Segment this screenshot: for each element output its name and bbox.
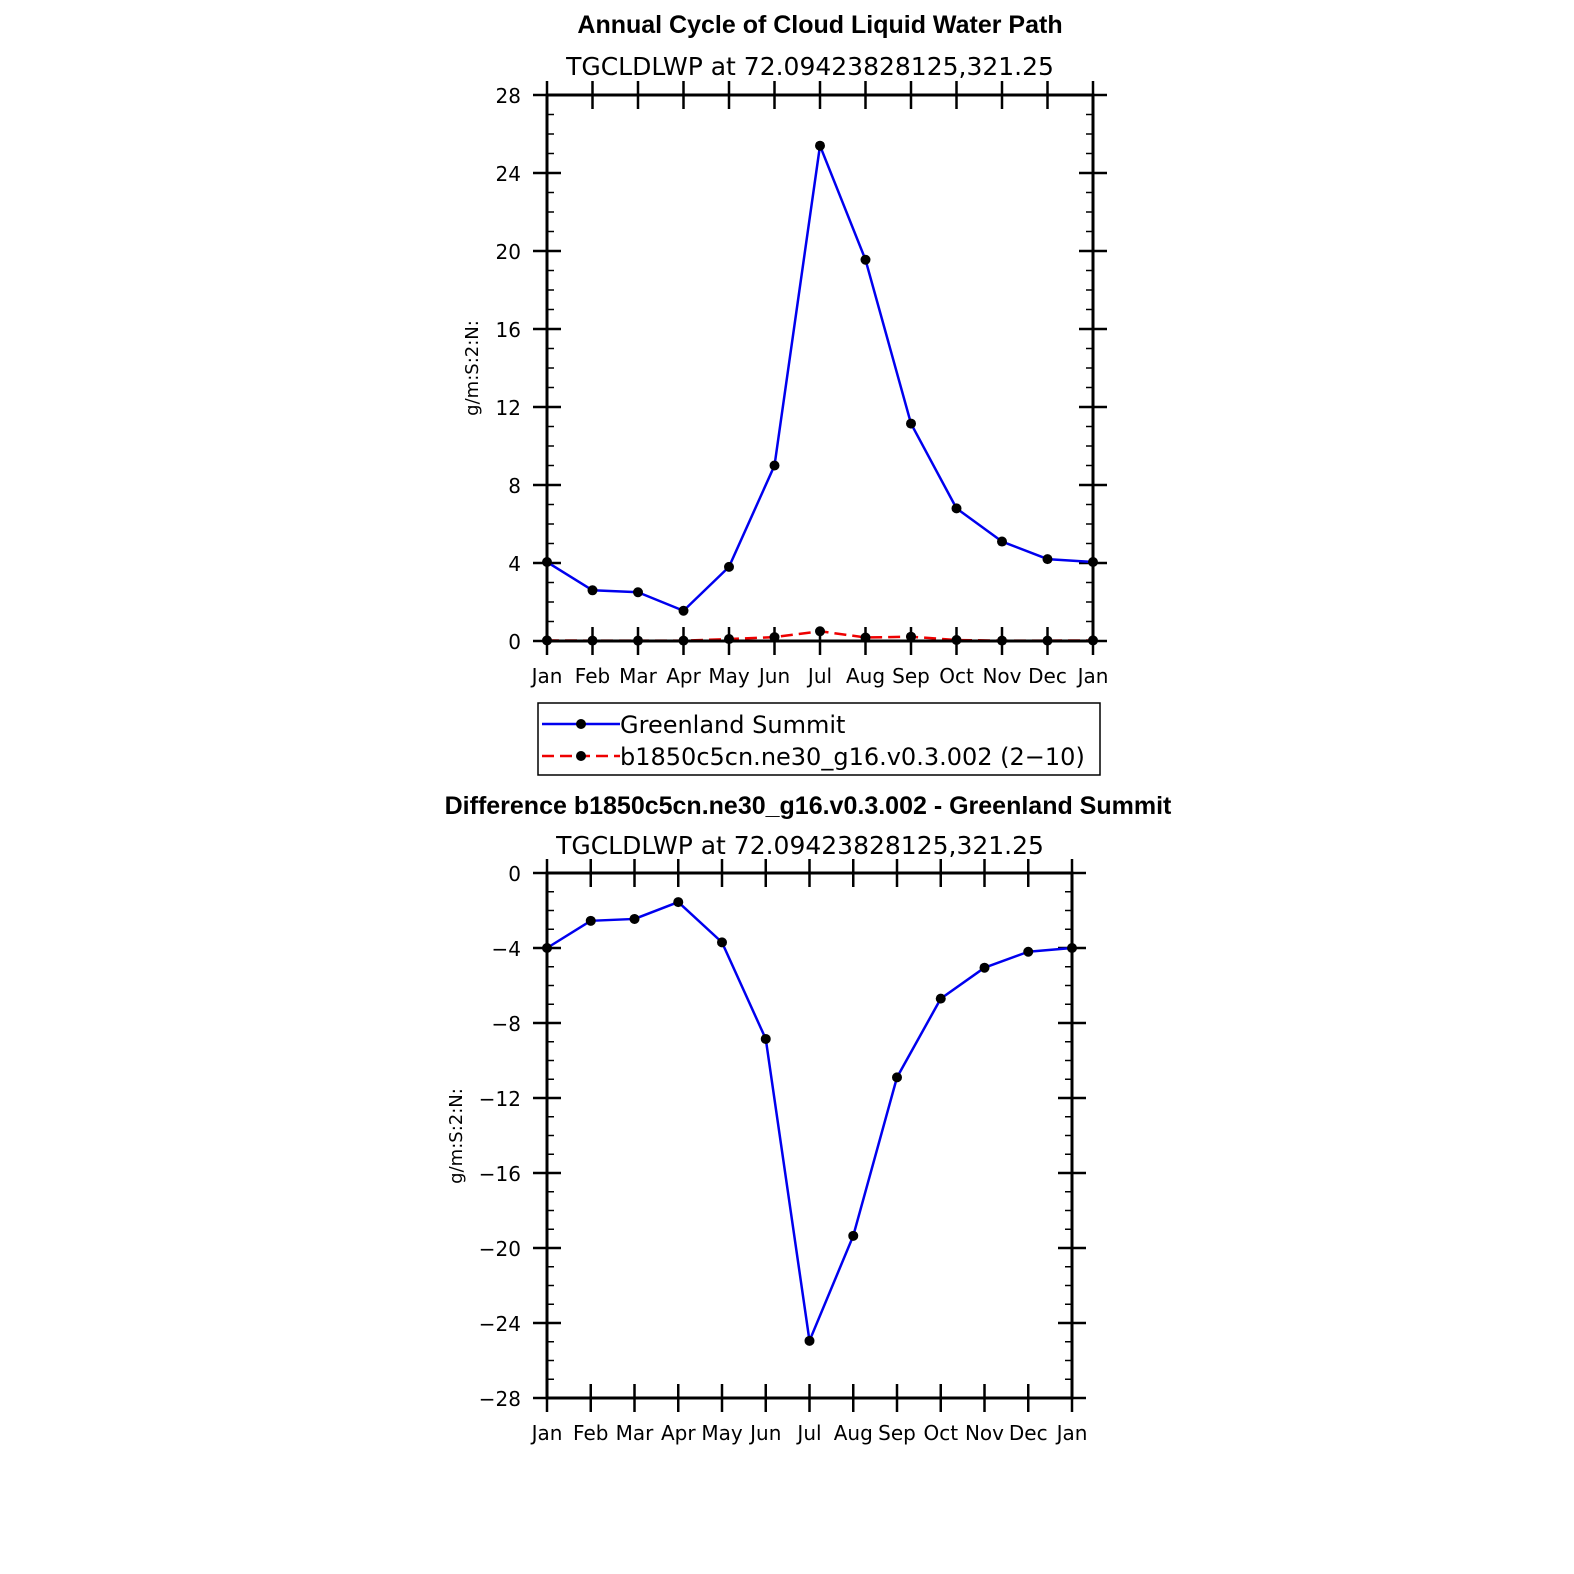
chart-1-x-tick-label: Jun	[758, 664, 791, 688]
chart-2-x-tick-label: Aug	[833, 1421, 873, 1445]
chart-2-x-tick-label: Feb	[573, 1421, 609, 1445]
chart-1-data-point	[588, 585, 598, 595]
chart-1-data-point	[770, 461, 780, 471]
chart-1-x-tick-label: Feb	[574, 664, 611, 688]
chart-2-series-line-0	[547, 902, 1072, 1341]
chart-difference	[445, 792, 1172, 1445]
chart-2-data-point	[936, 994, 946, 1004]
chart-1-y-tick-label: 28	[495, 84, 521, 108]
chart-2-y-axis-label: g/m:S:2:N:	[446, 1088, 467, 1184]
chart-2-y-tick-label: −20	[478, 1237, 521, 1261]
chart-2-x-tick-label: Jan	[531, 1421, 563, 1445]
chart-2-x-tick-label: May	[701, 1421, 743, 1445]
chart-1-x-tick-label: Sep	[892, 664, 930, 688]
chart-1-y-tick-label: 4	[508, 552, 521, 576]
chart-1-x-tick-label: Jan	[1077, 664, 1109, 688]
chart-1-x-tick-label: Oct	[939, 664, 974, 688]
chart-1-data-point	[679, 606, 689, 616]
chart-2-data-point	[586, 916, 596, 926]
chart-1-y-tick-label: 8	[508, 474, 521, 498]
chart-2-data-point	[892, 1072, 902, 1082]
chart-2-data-point	[717, 937, 727, 947]
chart-2-x-tick-label: Jan	[1056, 1421, 1088, 1445]
chart-2-y-tick-label: −8	[491, 1012, 521, 1036]
legend-marker-b1850c5cn	[576, 751, 586, 761]
chart-2-data-point	[805, 1336, 815, 1346]
chart-1-data-point	[1043, 554, 1053, 564]
chart-1-y-tick-label: 16	[495, 318, 521, 342]
chart-2-x-tick-label: Sep	[878, 1421, 916, 1445]
chart-1-ticks	[496, 81, 1109, 688]
chart-1-y-tick-label: 0	[508, 630, 521, 654]
legend-label-greenland-summit: Greenland Summit	[620, 711, 846, 739]
chart-2-x-tick-label: Dec	[1008, 1421, 1048, 1445]
chart-1-x-tick-label: Nov	[982, 664, 1022, 688]
chart-2-data-point	[980, 963, 990, 973]
chart-1-data-point	[633, 587, 643, 597]
legend-marker-greenland-summit	[576, 719, 586, 729]
chart-1-legend	[538, 703, 1100, 775]
chart-2-x-tick-label: Jun	[750, 1421, 782, 1445]
chart-1-data-point	[997, 537, 1007, 547]
chart-1-x-tick-label: Jan	[531, 664, 563, 688]
chart-1-data-point	[861, 255, 871, 265]
chart-2-x-tick-label: Jul	[797, 1421, 822, 1445]
chart-1-x-tick-label: Dec	[1028, 664, 1067, 688]
chart-2-y-tick-label: −16	[478, 1162, 521, 1186]
chart-2-x-tick-label: Apr	[660, 1421, 696, 1445]
chart-1-x-tick-label: Aug	[845, 664, 886, 688]
chart-1-x-tick-label: May	[708, 664, 750, 688]
chart-2-y-tick-label: −24	[478, 1312, 521, 1336]
chart-2-y-tick-label: −4	[491, 937, 521, 961]
chart-1-frame	[547, 95, 1093, 641]
chart-2-data-point	[673, 897, 683, 907]
chart-2-y-tick-label: 0	[508, 862, 521, 886]
chart-2-data-point	[630, 914, 640, 924]
chart-1-series	[542, 141, 1098, 646]
chart-1-series-line-greenland-summit	[547, 146, 1093, 611]
legend-label-b1850c5cn: b1850c5cn.ne30_g16.v0.3.002 (2−10)	[620, 743, 1085, 771]
chart-2-x-tick-label: Nov	[964, 1421, 1005, 1445]
chart-1-y-axis-label: g/m:S:2:N:	[462, 320, 483, 416]
chart-2-frame	[547, 873, 1072, 1398]
chart-2-data-point	[761, 1034, 771, 1044]
chart-1-data-point	[815, 141, 825, 151]
chart-2-data-point	[1023, 947, 1033, 957]
chart-1-x-tick-label: Jul	[807, 664, 833, 688]
chart-2-data-point	[848, 1231, 858, 1241]
chart-1-y-tick-label: 20	[495, 240, 521, 264]
chart-1-y-tick-label: 24	[495, 162, 521, 186]
chart-1-data-point	[815, 626, 825, 636]
chart-1-subtitle: TGCLDLWP at 72.09423828125,321.25	[566, 52, 1054, 81]
chart-1-y-tick-label: 12	[495, 396, 521, 420]
chart-1-data-point	[906, 419, 916, 429]
chart-2-x-tick-label: Mar	[615, 1421, 654, 1445]
chart-annual-cycle	[462, 11, 1108, 775]
chart-2-subtitle: TGCLDLWP at 72.09423828125,321.25	[556, 831, 1044, 860]
chart-1-x-tick-label: Mar	[619, 664, 657, 688]
chart-2-series	[542, 897, 1077, 1346]
chart-1-title: Annual Cycle of Cloud Liquid Water Path	[577, 11, 1063, 39]
chart-2-y-tick-label: −12	[478, 1087, 521, 1111]
chart-1-data-point	[724, 634, 734, 644]
chart-2-x-tick-label: Oct	[923, 1421, 959, 1445]
chart-2-title: Difference b1850c5cn.ne30_g16.v0.3.002 - Greenland Summit	[444, 792, 1172, 820]
chart-2-y-tick-label: −28	[478, 1387, 521, 1411]
chart-1-data-point	[952, 503, 962, 513]
legend-entry-b1850c5cn	[542, 743, 1085, 771]
chart-1-data-point	[724, 562, 734, 572]
chart-1-x-tick-label: Apr	[666, 664, 701, 688]
